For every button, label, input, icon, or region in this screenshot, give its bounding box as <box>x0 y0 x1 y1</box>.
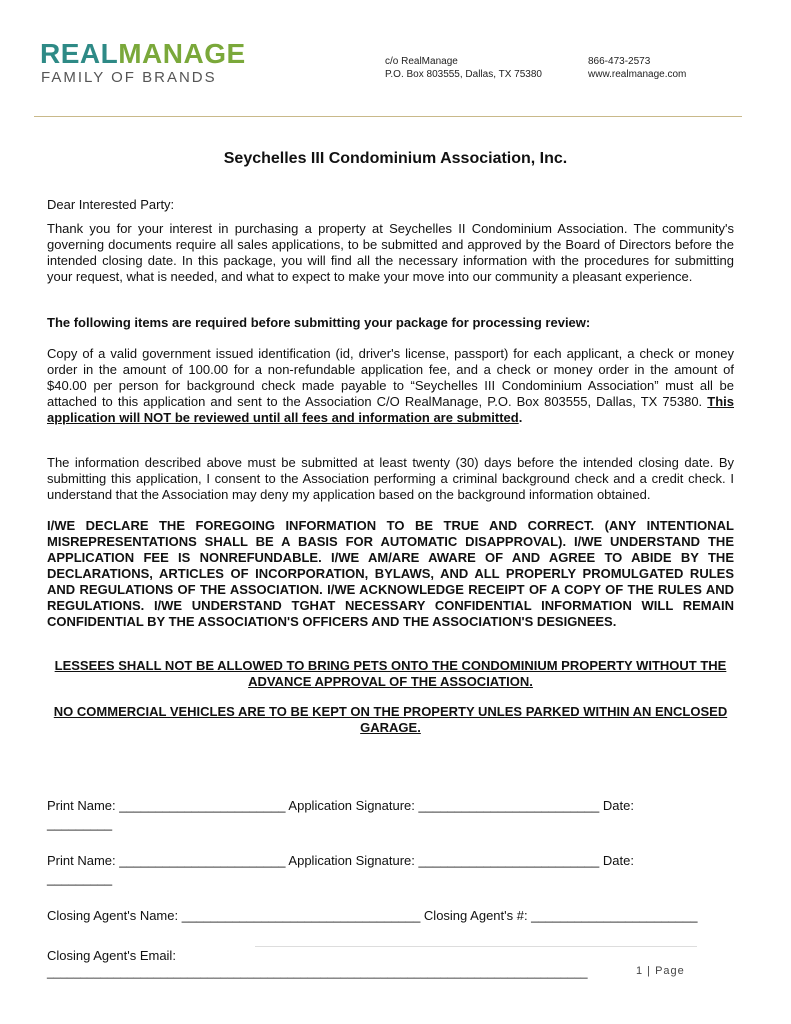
footer-divider <box>255 946 697 947</box>
signature-row-2-date[interactable]: _________ <box>47 871 113 886</box>
logo-part2: MANAGE <box>118 38 246 69</box>
page-number <box>636 965 685 977</box>
intro-paragraph: Thank you for your interest in purchasing a property at Seychelles II Condominium Association. The community's governing documents require all sales applications, to be submitted and approved by the Board of Directors before the intended closing date. In this package, you will find all the necessary information with the procedures for submitting your request, what is needed, and what to expect to make your move into our community a pleasant experience. <box>47 221 734 284</box>
website: www.realmanage.com <box>588 69 687 80</box>
page-label: | Page <box>643 965 685 977</box>
phone-number: 866-473-2573 <box>588 56 651 67</box>
page-number-value: 1 <box>636 965 644 977</box>
logo-part1: REAL <box>40 38 119 69</box>
requirements-text: Copy of a valid government issued identification (id, driver's license, passport) for each applicant, a check or money order in the amount of 100.00 for a non-refundable application fee, and a check or money order in the amount of $40.00 per person for background check made payable to “Seychelles III Condominium Association” must all be attached to this application and sent to the Association C/O RealManage, P.O. Box 803555, Dallas, TX 75380. <box>47 346 734 409</box>
salutation: Dear Interested Party: <box>47 197 175 212</box>
closing-agent-email-line[interactable]: _________________________________________________________________________________ <box>47 965 588 979</box>
signature-row-2[interactable]: Print Name: _______________________ Application Signature: _________________________ Date: <box>47 853 634 868</box>
mailing-address <box>385 55 542 81</box>
header-divider <box>34 116 742 117</box>
declaration-paragraph: I/WE DECLARE THE FOREGOING INFORMATION TO BE TRUE AND CORRECT. (ANY INTENTIONAL MISREPRESENTATIONS SHALL BE A BASIS FOR AUTOMATIC DISAPPROVAL). I/WE UNDERSTAND THE APPLICATION FEE IS NONREFUNDABLE. I/WE AM/ARE AWARE OF AND AGREE TO ABIDE BY THE DECLARATIONS, ARTICLES OF INCORPORATION, BYLAWS, AND ALL PROPERLY PROMULGATED RULES AND REGULATIONS OF THE ASSOCIATION. I/WE ACKNOWLEDGE RECEIPT OF A COPY OF THE RULES AND REGULATIONS. I/WE UNDERSTAND TGHAT NECESSARY CONFIDENTIAL INFORMATION WILL REMAIN CONFIDENTIAL BY THE ASSOCIATION'S OFFICERS AND THE ASSOCIATION'S DESIGNEES. <box>47 518 734 629</box>
pets-notice: LESSEES SHALL NOT BE ALLOWED TO BRING PETS ONTO THE CONDOMINIUM PROPERTY WITHOUT THE ADVANCE APPROVAL OF THE ASSOCIATION. <box>54 658 727 689</box>
timing-paragraph: The information described above must be submitted at least twenty (30) days before the intended closing date. By submitting this application, I consent to the Association performing a criminal background check and a credit check. I understand that the Association may deny my application based on the background information obtained. <box>47 455 734 502</box>
logo-subtitle: FAMILY OF BRANDS <box>41 69 217 86</box>
requirements-warning: This application will NOT be reviewed until all fees and information are submitted <box>47 394 734 425</box>
address-line-2: P.O. Box 803555, Dallas, TX 75380 <box>385 69 542 80</box>
contact-info <box>588 55 686 81</box>
closing-agent-email-label: Closing Agent's Email: <box>47 948 176 963</box>
closing-agent-row[interactable]: Closing Agent's Name: _________________________________ Closing Agent's #: _______________________ <box>47 908 698 923</box>
logo <box>40 40 246 68</box>
page-title: Seychelles III Condominium Association, Inc. <box>223 150 568 167</box>
requirements-end: . <box>518 410 523 425</box>
signature-row-1-date[interactable]: _________ <box>47 816 113 831</box>
requirements-paragraph <box>47 346 734 426</box>
vehicles-notice: NO COMMERCIAL VEHICLES ARE TO BE KEPT ON THE PROPERTY UNLES PARKED WITHIN AN ENCLOSED GARAGE. <box>53 704 728 735</box>
signature-row-1[interactable]: Print Name: _______________________ Application Signature: _________________________ Date: <box>47 798 634 813</box>
required-heading: The following items are required before submitting your package for processing review: <box>47 315 591 330</box>
address-line-1: c/o RealManage <box>385 56 458 67</box>
